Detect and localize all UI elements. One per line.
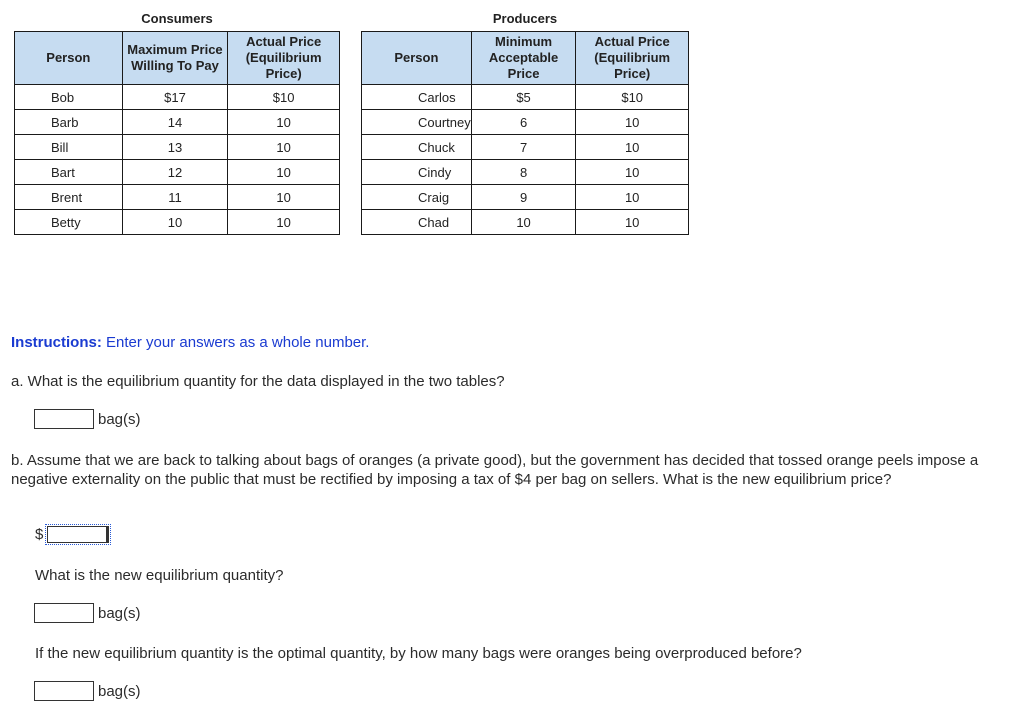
actual-price: 10 xyxy=(228,110,340,135)
person-name: Chuck xyxy=(362,135,472,160)
min-price: $5 xyxy=(471,85,576,110)
table-row xyxy=(362,210,689,235)
min-price: 10 xyxy=(471,210,576,235)
question-b2: What is the new equilibrium quantity? xyxy=(35,567,284,584)
price-input-focus-ring xyxy=(45,524,111,545)
person-name: Bill xyxy=(15,135,123,160)
actual-price: 10 xyxy=(228,210,340,235)
table-row xyxy=(15,110,340,135)
actual-price: $10 xyxy=(228,85,340,110)
table-row xyxy=(15,160,340,185)
answer-row-a xyxy=(34,409,141,429)
question-b: b. Assume that we are back to talking about bags of oranges (a private good), but the government has decided that tossed orange peels impose a negative externality on the public that must be rectified by imposing a tax of $4 per bag on sellers. What is the new equilibrium price? xyxy=(11,452,979,488)
person-name: Carlos xyxy=(362,85,472,110)
instructions xyxy=(11,333,369,352)
max-price: 13 xyxy=(122,135,228,160)
table-row xyxy=(15,85,340,110)
overproduction-input[interactable] xyxy=(34,681,94,701)
table-row xyxy=(15,185,340,210)
table-row xyxy=(15,210,340,235)
actual-price: 10 xyxy=(228,185,340,210)
question-a: a. What is the equilibrium quantity for the data displayed in the two tables? xyxy=(11,373,505,390)
person-name: Bob xyxy=(15,85,123,110)
table-row xyxy=(362,85,689,110)
producers-title: Producers xyxy=(492,11,558,26)
actual-price: 10 xyxy=(576,110,689,135)
table-row xyxy=(362,185,689,210)
min-price: 8 xyxy=(471,160,576,185)
answer-row-price xyxy=(35,524,111,545)
actual-price: 10 xyxy=(576,135,689,160)
actual-price: 10 xyxy=(576,160,689,185)
producers-header-min-price: Minimum Acceptable Price xyxy=(471,32,576,85)
answer-a-input[interactable] xyxy=(34,409,94,429)
max-price: 10 xyxy=(122,210,228,235)
actual-price: 10 xyxy=(228,160,340,185)
table-row xyxy=(362,160,689,185)
min-price: 6 xyxy=(471,110,576,135)
table-row xyxy=(362,135,689,160)
consumers-header-max-price: Maximum Price Willing To Pay xyxy=(122,32,228,85)
person-name: Betty xyxy=(15,210,123,235)
consumers-table xyxy=(14,31,340,235)
producers-header-person: Person xyxy=(362,32,472,85)
actual-price: $10 xyxy=(576,85,689,110)
currency-label: $ xyxy=(35,526,44,543)
actual-price: 10 xyxy=(576,210,689,235)
instructions-text: Enter your answers as a whole number. xyxy=(101,334,370,351)
person-name: Brent xyxy=(15,185,123,210)
person-name: Craig xyxy=(362,185,472,210)
actual-price: 10 xyxy=(228,135,340,160)
instructions-label: Instructions: xyxy=(11,334,102,351)
max-price: 12 xyxy=(122,160,228,185)
min-price: 7 xyxy=(471,135,576,160)
person-name: Courtney xyxy=(362,110,472,135)
person-name: Chad xyxy=(362,210,472,235)
consumers-header-person: Person xyxy=(15,32,123,85)
person-name: Cindy xyxy=(362,160,472,185)
max-price: $17 xyxy=(122,85,228,110)
unit-label: bag(s) xyxy=(98,410,141,428)
max-price: 11 xyxy=(122,185,228,210)
person-name: Bart xyxy=(15,160,123,185)
unit-label: bag(s) xyxy=(98,682,141,700)
producers-header-actual-price: Actual Price (Equilibrium Price) xyxy=(576,32,689,85)
actual-price: 10 xyxy=(576,185,689,210)
producers-table xyxy=(361,31,689,235)
question-b3: If the new equilibrium quantity is the optimal quantity, by how many bags were oranges being overproduced before? xyxy=(35,645,802,662)
producers-header-row xyxy=(362,32,689,85)
max-price: 14 xyxy=(122,110,228,135)
new-equilibrium-quantity-input[interactable] xyxy=(34,603,94,623)
consumers-header-actual-price: Actual Price (Equilibrium Price) xyxy=(228,32,340,85)
unit-label: bag(s) xyxy=(98,604,141,622)
answer-row-b3 xyxy=(34,681,141,701)
min-price: 9 xyxy=(471,185,576,210)
consumers-header-row xyxy=(15,32,340,85)
table-row xyxy=(362,110,689,135)
consumers-title: Consumers xyxy=(141,11,213,26)
person-name: Barb xyxy=(15,110,123,135)
table-row xyxy=(15,135,340,160)
new-equilibrium-price-input[interactable] xyxy=(47,526,109,543)
answer-row-b2 xyxy=(34,603,141,623)
